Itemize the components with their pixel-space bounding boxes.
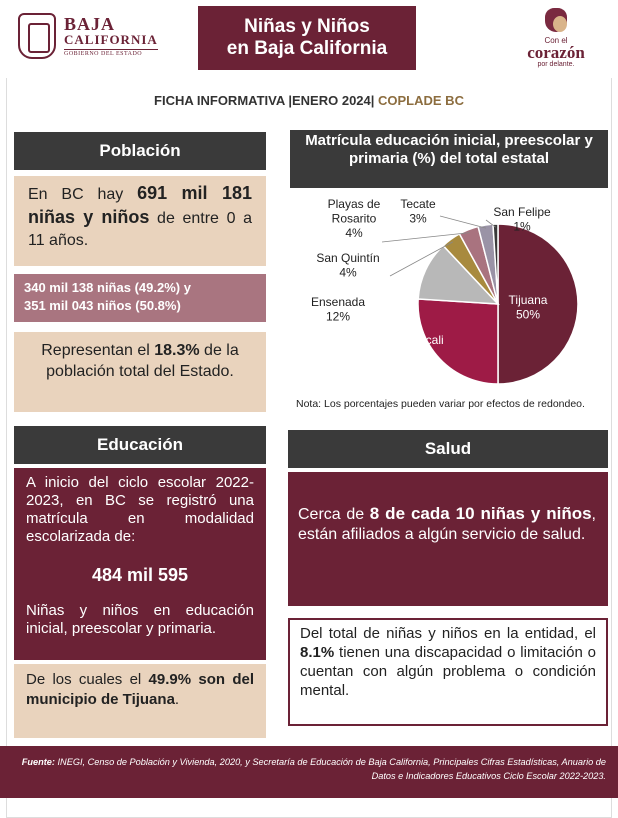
title-line1: Niñas y Niños (244, 16, 370, 37)
salud-disability-post: tienen una discapacidad o limitación o cuentan con algún problema o condición mental. (300, 644, 596, 699)
subtitle-agency: COPLADE BC (378, 93, 464, 108)
poblacion-share-post: de la población total del Estado. (46, 342, 239, 380)
pie-label-mexicali: Mexicali 26% (400, 333, 444, 362)
educacion-number: 484 mil 595 (91, 565, 189, 585)
educacion-text2: Niñas y niños en educación inicial, preescolar y primaria. (26, 602, 254, 637)
poblacion-total-box (14, 176, 266, 266)
document-subtitle (0, 86, 618, 116)
leader-line-tecate (440, 216, 486, 228)
salud-disability-pre: Del total de niñas y niños en la entidad, el (300, 625, 596, 642)
poblacion-share-box (14, 332, 266, 412)
salud-disability-pct: 8.1% (300, 644, 335, 661)
chart-note: Nota: Los porcentajes pueden variar por efectos de redondeo. (296, 398, 585, 410)
logo-line3: GOBIERNO DEL ESTADO (64, 49, 158, 57)
poblacion-girls: 340 mil 138 niñas (49.2%) y (24, 280, 191, 295)
salud-affiliation-bold: 8 de cada 10 niñas y niños (369, 504, 592, 523)
poblacion-share-pre: Representan el (41, 342, 155, 359)
poblacion-total-post: de entre 0 a 11 años. (28, 210, 252, 249)
poblacion-gender-box (14, 274, 266, 322)
educacion-tijuana-pre: De los cuales el (26, 671, 149, 688)
chart-heading: Matrícula educación inicial, preescolar y primaria (%) del total estatal (290, 130, 608, 188)
pie-label-san-quintín: San Quintín 4% (316, 251, 380, 280)
educacion-heading: Educación (14, 426, 266, 464)
pie-label-san-felipe: San Felipe 1% (493, 205, 551, 234)
educacion-text1: A inicio del ciclo escolar 2022-2023, en BC se registró una matrícula en modalidad escolarizada de: (26, 474, 254, 545)
subtitle-date: ENERO 2024 (292, 93, 371, 108)
poblacion-boys: 351 mil 043 niños (50.8%) (24, 298, 181, 313)
corazon-logo-line1: Con el (544, 36, 568, 45)
heart-icon (543, 6, 569, 36)
pie-label-tijuana: Tijuana 50% (508, 293, 548, 322)
poblacion-share-pct: 18.3% (154, 342, 200, 359)
salud-affiliation-post: , están afiliados a algún servicio de salud. (298, 506, 596, 543)
educacion-enrollment-box (14, 468, 266, 660)
title-line2: en Baja California (226, 38, 388, 59)
poblacion-total-pre: En BC hay (28, 186, 138, 203)
salud-affiliation-pre: Cerca de (298, 506, 370, 523)
poblacion-total-number: 691 mil 181 niñas y niños (28, 183, 252, 227)
pie-label-tecate: Tecate 3% (400, 197, 436, 226)
pie-label-ensenada: Ensenada 12% (310, 295, 366, 324)
educacion-tijuana-post: . (174, 691, 180, 708)
footer-source (0, 746, 618, 798)
subtitle-doc-type: FICHA INFORMATIVA (154, 93, 285, 108)
pie-chart (290, 192, 608, 404)
footer-label: Fuente: (21, 757, 55, 767)
corazon-logo-line3: por delante. (537, 61, 575, 68)
coat-of-arms-icon (18, 13, 56, 59)
corazon-logo-line2: corazón (527, 43, 585, 62)
subtitle-sep1: | (284, 93, 292, 108)
salud-heading: Salud (288, 430, 608, 468)
corazon-logo (512, 6, 600, 72)
page-title (198, 6, 416, 70)
baja-california-logo (18, 10, 188, 62)
educacion-tijuana-box (14, 664, 266, 738)
logo-line1: BAJA (64, 14, 116, 34)
subtitle-sep2: | (370, 93, 379, 108)
poblacion-heading: Población (14, 132, 266, 170)
salud-affiliation-box (288, 472, 608, 606)
salud-disability-box (288, 618, 608, 726)
educacion-tijuana-bold: 49.9% son del municipio de Tijuana (26, 671, 254, 708)
logo-line2: CALIFORNIA (64, 32, 158, 47)
footer-text: INEGI, Censo de Población y Vivienda, 2020, y Secretaría de Educación de Baja California, Principales Cifras Estadísticas, Anuario de Datos e Indicadores Educativos Ciclo Escolar 2022-2023. (54, 757, 606, 781)
pie-label-playas-de-rosarito: Playas de Rosarito 4% (327, 197, 381, 240)
